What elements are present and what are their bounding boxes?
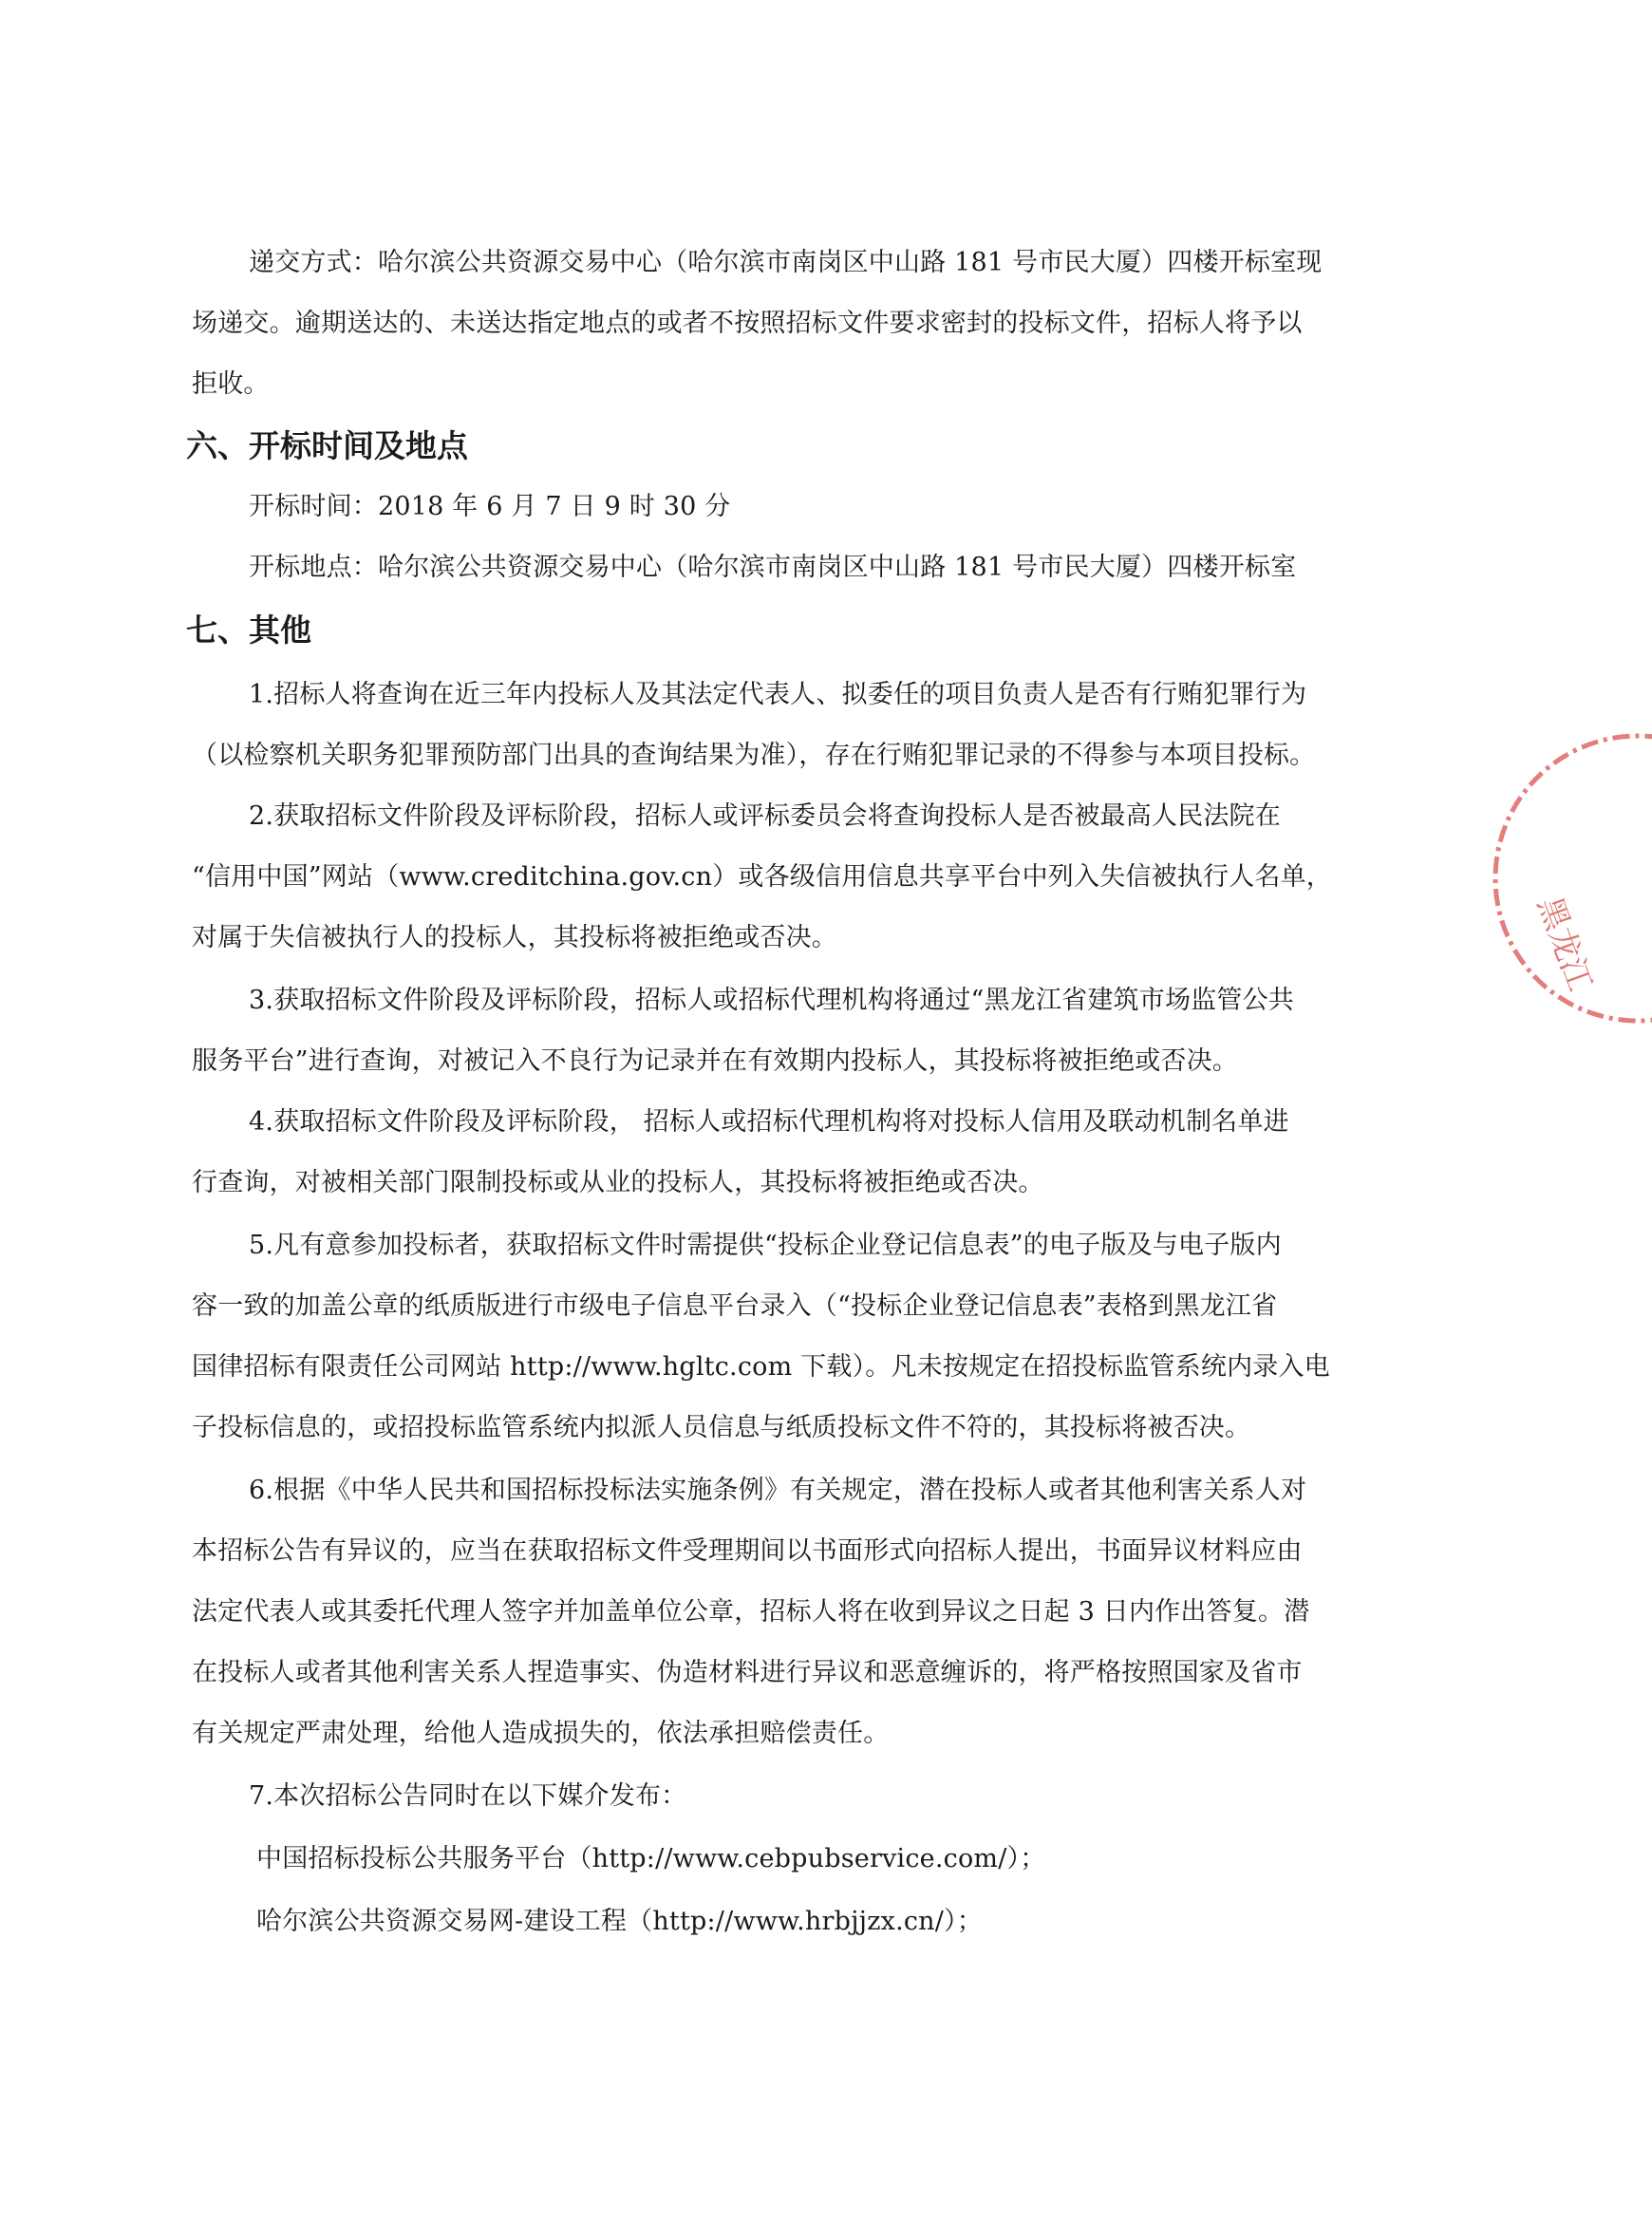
item-1-line-1: 1.招标人将查询在近三年内投标人及其法定代表人、拟委任的项目负责人是否有行贿犯罪行为 [249,680,1307,709]
item-5-line-4: 子投标信息的，或招投标监管系统内拟派人员信息与纸质投标文件不符的，其投标将被否决。 [192,1413,1251,1442]
item-7-line: 7.本次招标公告同时在以下媒介发布： [249,1781,687,1811]
item-2-line-2: “信用中国”网站（www.creditchina.gov.cn）或各级信用信息共享平台中列入失信被执行人名单， [192,862,1332,892]
item-6-line-2: 本招标公告有异议的，应当在获取招标文件受理期间以书面形式向招标人提出，书面异议材料应由 [192,1536,1303,1566]
item-6-line-5: 有关规定严肃处理，给他人造成损失的，依法承担赔偿责任。 [192,1719,890,1748]
item-4-line-2: 行查询，对被相关部门限制投标或从业的投标人，其投标将被拒绝或否决。 [192,1168,1044,1197]
item-5-line-2: 容一致的加盖公章的纸质版进行市级电子信息平台录入（“投标企业登记信息表”表格到黑龙江省 [192,1291,1278,1321]
item-6-line-4: 在投标人或者其他利害关系人捏造事实、伪造材料进行异议和恶意缠诉的，将严格按照国家及省市 [192,1658,1303,1687]
opening-place: 开标地点：哈尔滨公共资源交易中心（哈尔滨市南岗区中山路 181 号市民大厦）四楼开标室 [249,553,1297,582]
section-7-heading: 七、其他 [186,612,311,649]
item-1-line-2: （以检察机关职务犯罪预防部门出具的查询结果为准），存在行贿犯罪记录的不得参与本项目投标。 [192,741,1316,770]
delivery-line-2: 场递交。逾期送达的、未送达指定地点的或者不按照招标文件要求密封的投标文件，招标人将予以 [192,309,1303,338]
section-6-heading: 六、开标时间及地点 [186,427,468,464]
item-6-line-3: 法定代表人或其委托代理人签字并加盖单位公章，招标人将在收到异议之日起 3 日内作出答复。潜 [192,1597,1310,1627]
item-2-line-1: 2.获取招标文件阶段及评标阶段，招标人或评标委员会将查询投标人是否被最高人民法院在 [249,801,1281,831]
media-cebpubservice: 中国招标投标公共服务平台（http://www.cebpubservice.com/）； [256,1844,1046,1873]
media-hrbjjzx: 哈尔滨公共资源交易网-建设工程（http://www.hrbjjzx.cn/）； [256,1907,983,1936]
delivery-line-3: 拒收。 [192,369,270,399]
item-5-line-3: 国律招标有限责任公司网站 http://www.hgltc.com 下载）。凡未按规定在招投标监管系统内录入电 [192,1352,1330,1382]
item-3-line-2: 服务平台”进行查询，对被记入不良行为记录并在有效期内投标人，其投标将被拒绝或否决。 [192,1046,1239,1076]
item-3-line-1: 3.获取招标文件阶段及评标阶段，招标人或招标代理机构将通过“黑龙江省建筑市场监管公共 [249,986,1294,1015]
opening-time: 开标时间：2018 年 6 月 7 日 9 时 30 分 [249,492,731,521]
item-5-line-1: 5.凡有意参加投标者，获取招标文件时需提供“投标企业登记信息表”的电子版及与电子版内 [249,1231,1282,1260]
seal-stamp [1481,722,1652,1035]
delivery-line-1: 递交方式：哈尔滨公共资源交易中心（哈尔滨市南岗区中山路 181 号市民大厦）四楼开标室现 [249,248,1323,277]
svg-text:黑龙江: 黑龙江 [1530,892,1600,996]
item-6-line-1: 6.根据《中华人民共和国招标投标法实施条例》有关规定，潜在投标人或者其他利害关系人对 [249,1476,1307,1505]
item-4-line-1: 4.获取招标文件阶段及评标阶段， 招标人或招标代理机构将对投标人信用及联动机制名单进 [249,1107,1289,1137]
item-2-line-3: 对属于失信被执行人的投标人，其投标将被拒绝或否决。 [192,923,837,952]
